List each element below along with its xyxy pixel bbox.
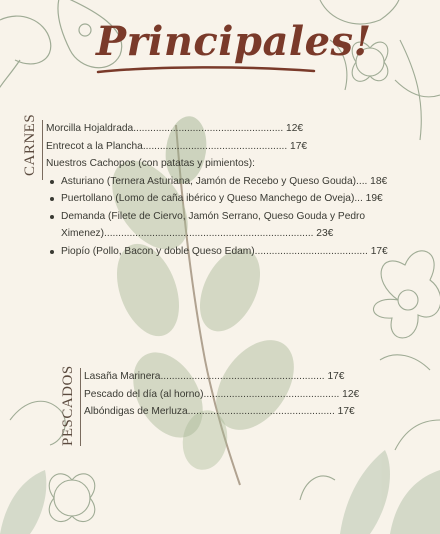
list-item: Albóndigas de Merluza.................................................... 17€	[84, 406, 355, 417]
list-item: Entrecot a la Plancha................................................... 17€	[46, 140, 308, 152]
list-item: Nuestros Cachopos (con patatas y pimientos):	[46, 158, 255, 169]
list-item: Morcilla Hojaldrada..................................................... 12€	[46, 123, 304, 134]
pescados-list	[84, 368, 359, 421]
list-item: Lasaña Marinera.......................................................... 17€	[84, 371, 345, 382]
list-item: Pescado del día (al horno)................................................ 12€	[84, 388, 360, 400]
carnes-list	[46, 120, 388, 260]
cachopo-item: Asturiano (Ternera Asturiana, Jamón de Recebo y Queso Gouda).... 18€	[46, 173, 388, 191]
title-underline	[96, 64, 316, 78]
cachopo-item-continued: Ximenez).......................................................................... 23€	[61, 228, 334, 239]
cachopo-item: Puertollano (Lomo de caña ibérico y Queso Manchego de Oveja)... 19€	[46, 190, 388, 208]
page-title: Principales!	[96, 18, 372, 65]
pescados-divider	[80, 368, 81, 446]
cachopo-item: Piopío (Pollo, Bacon y doble Queso Edam)........................................ 17€	[46, 243, 388, 261]
carnes-divider	[42, 120, 43, 180]
cachopo-item: Demanda (Filete de Ciervo, Jamón Serrano, Queso Gouda y Pedro	[46, 208, 388, 226]
section-label-carnes: CARNES	[22, 113, 38, 176]
section-label-pescados: PESCADOS	[60, 365, 76, 446]
